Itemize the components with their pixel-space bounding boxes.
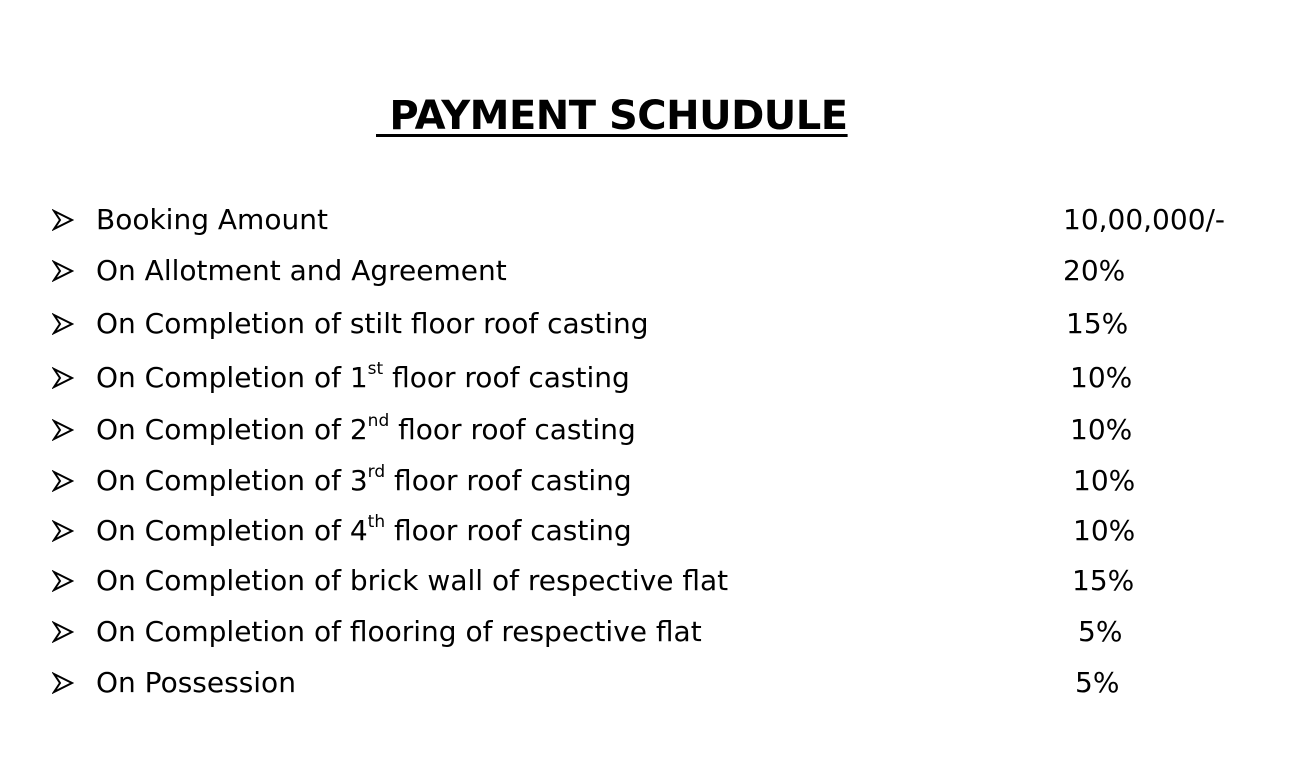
list-item <box>0 358 1310 398</box>
item-label: On Completion of 2nd floor roof casting <box>96 411 636 446</box>
list-item <box>0 612 1310 652</box>
arrow-bullet-icon <box>52 260 74 282</box>
item-label: On Completion of 1st floor roof casting <box>96 359 630 394</box>
item-amount: 5% <box>1078 615 1123 648</box>
list-item <box>0 304 1310 344</box>
item-amount: 10,00,000/- <box>1063 203 1226 236</box>
item-amount: 10% <box>1073 514 1136 547</box>
item-amount: 15% <box>1072 564 1135 597</box>
list-item <box>0 200 1310 240</box>
item-label: On Possession <box>96 666 296 699</box>
list-item <box>0 511 1310 551</box>
item-amount: 10% <box>1070 361 1133 394</box>
arrow-bullet-icon <box>52 470 74 492</box>
item-label: On Completion of stilt floor roof casting <box>96 307 649 340</box>
arrow-bullet-icon <box>52 520 74 542</box>
item-label: Booking Amount <box>96 203 328 236</box>
arrow-bullet-icon <box>52 570 74 592</box>
item-label: On Completion of 4th floor roof casting <box>96 512 632 547</box>
item-amount: 5% <box>1075 666 1120 699</box>
item-label: On Completion of brick wall of respective flat <box>96 564 729 597</box>
item-label: On Completion of 3rd floor roof casting <box>96 462 632 497</box>
arrow-bullet-icon <box>52 621 74 643</box>
item-amount: 20% <box>1063 254 1126 287</box>
arrow-bullet-icon <box>52 419 74 441</box>
arrow-bullet-icon <box>52 209 74 231</box>
arrow-bullet-icon <box>52 313 74 335</box>
item-label: On Allotment and Agreement <box>96 254 507 287</box>
item-amount: 10% <box>1070 413 1133 446</box>
item-amount: 10% <box>1073 464 1136 497</box>
arrow-bullet-icon <box>52 672 74 694</box>
list-item <box>0 561 1310 601</box>
page-title: PAYMENT SCHUDULE <box>376 93 848 139</box>
list-item <box>0 410 1310 450</box>
item-label: On Completion of flooring of respective flat <box>96 615 702 648</box>
list-item <box>0 251 1310 291</box>
item-amount: 15% <box>1066 307 1129 340</box>
list-item <box>0 461 1310 501</box>
arrow-bullet-icon <box>52 367 74 389</box>
list-item <box>0 663 1310 703</box>
